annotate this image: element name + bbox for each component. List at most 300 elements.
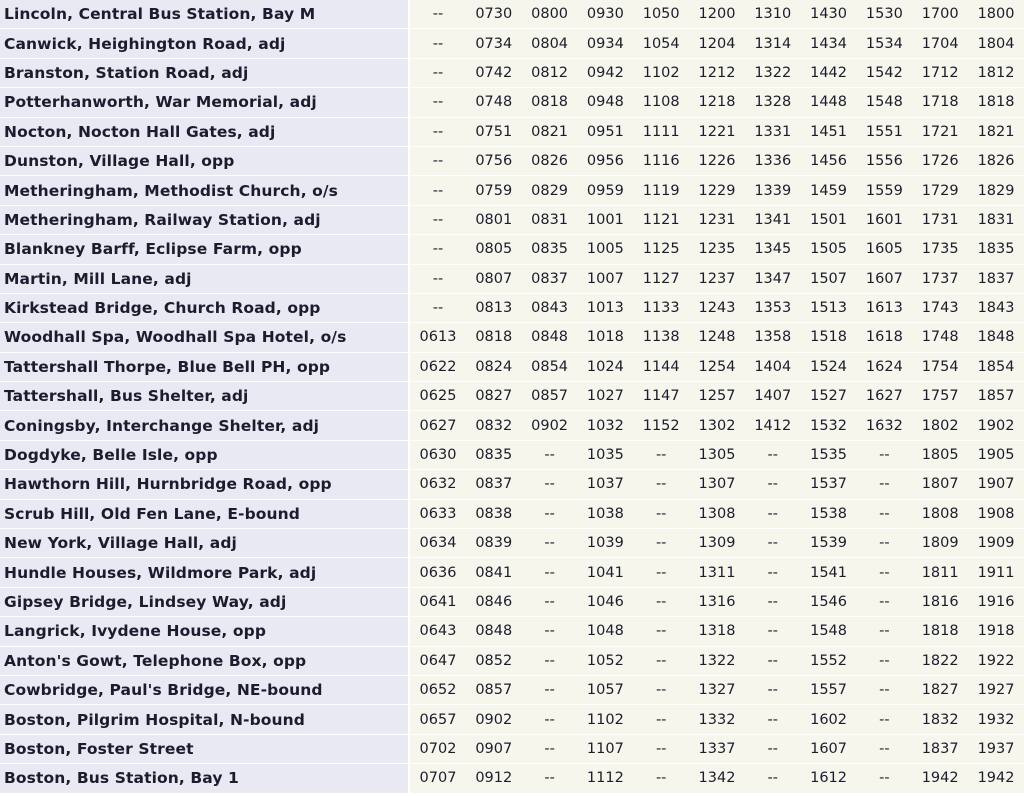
departure-time-cell: 1916	[968, 588, 1024, 617]
departure-time-cell: 0613	[410, 323, 466, 352]
departure-time-cell: 1754	[912, 353, 968, 382]
departure-time-cell: 1112	[577, 764, 633, 793]
table-row	[0, 411, 1024, 440]
departure-time-cell: 1322	[745, 59, 801, 88]
departure-time-cell: --	[522, 441, 578, 470]
departure-time-cell: 1835	[968, 235, 1024, 264]
departure-time-cell: 1248	[689, 323, 745, 352]
departure-time-cell: 0848	[466, 617, 522, 646]
departure-time-cell: 1902	[968, 411, 1024, 440]
departure-time-cell: 1743	[912, 294, 968, 323]
departure-time-cell: 1254	[689, 353, 745, 382]
departure-time-cell: 1513	[801, 294, 857, 323]
departure-time-cell: 1826	[968, 147, 1024, 176]
departure-time-cell: 1237	[689, 265, 745, 294]
departure-time-cell: 0930	[577, 0, 633, 29]
departure-time-cell: 1927	[968, 676, 1024, 705]
departure-time-cell: 1918	[968, 617, 1024, 646]
departure-time-cell: 1542	[856, 59, 912, 88]
departure-time-cell: 0829	[522, 176, 578, 205]
departure-time-cell: 1345	[745, 235, 801, 264]
departure-time-cell: 0657	[410, 705, 466, 734]
departure-time-cell: 0813	[466, 294, 522, 323]
departure-time-cell: 1456	[801, 147, 857, 176]
departure-time-cell: 1726	[912, 147, 968, 176]
departure-time-cell: 0848	[522, 323, 578, 352]
departure-time-cell: 1601	[856, 206, 912, 235]
departure-time-cell: 1857	[968, 382, 1024, 411]
departure-time-cell: 1200	[689, 0, 745, 29]
stop-name: Tattershall Thorpe, Blue Bell PH, opp	[0, 353, 410, 382]
departure-time-cell: --	[633, 735, 689, 764]
departure-time-cell: 1552	[801, 647, 857, 676]
departure-time-cell: --	[856, 441, 912, 470]
departure-time-cell: 1005	[577, 235, 633, 264]
table-row	[0, 323, 1024, 352]
departure-time-cell: 0832	[466, 411, 522, 440]
stop-name: Boston, Bus Station, Bay 1	[0, 764, 410, 793]
departure-time-cell: 1848	[968, 323, 1024, 352]
departure-time-cell: 1551	[856, 118, 912, 147]
departure-time-cell: 0818	[522, 88, 578, 117]
departure-time-cell: 1807	[912, 470, 968, 499]
stop-name: New York, Village Hall, adj	[0, 529, 410, 558]
departure-time-cell: --	[410, 118, 466, 147]
table-row	[0, 88, 1024, 117]
departure-time-cell: 0837	[466, 470, 522, 499]
departure-time-cell: 0838	[466, 500, 522, 529]
departure-time-cell: 1027	[577, 382, 633, 411]
departure-time-cell: --	[410, 0, 466, 29]
departure-time-cell: 1731	[912, 206, 968, 235]
departure-time-cell: --	[633, 647, 689, 676]
departure-time-cell: 1152	[633, 411, 689, 440]
departure-time-cell: --	[633, 441, 689, 470]
departure-time-cell: --	[522, 558, 578, 587]
table-row	[0, 500, 1024, 529]
departure-time-cell: 1054	[633, 29, 689, 58]
departure-time-cell: --	[745, 617, 801, 646]
departure-time-cell: 0652	[410, 676, 466, 705]
departure-time-cell: 1430	[801, 0, 857, 29]
departure-time-cell: --	[745, 647, 801, 676]
departure-time-cell: 1226	[689, 147, 745, 176]
departure-time-cell: 0807	[466, 265, 522, 294]
departure-time-cell: 0804	[522, 29, 578, 58]
departure-time-cell: --	[522, 764, 578, 793]
departure-time-cell: 0633	[410, 500, 466, 529]
departure-time-cell: --	[856, 558, 912, 587]
departure-time-cell: 1041	[577, 558, 633, 587]
stop-name: Hundle Houses, Wildmore Park, adj	[0, 558, 410, 587]
departure-time-cell: --	[522, 588, 578, 617]
departure-time-cell: 1527	[801, 382, 857, 411]
departure-time-cell: 1556	[856, 147, 912, 176]
departure-time-cell: 0843	[522, 294, 578, 323]
departure-time-cell: 1039	[577, 529, 633, 558]
departure-time-cell: 1212	[689, 59, 745, 88]
stop-name: Tattershall, Bus Shelter, adj	[0, 382, 410, 411]
departure-time-cell: 1307	[689, 470, 745, 499]
departure-time-cell: --	[633, 470, 689, 499]
departure-time-cell: 1812	[968, 59, 1024, 88]
departure-time-cell: 1559	[856, 176, 912, 205]
departure-time-cell: 1908	[968, 500, 1024, 529]
departure-time-cell: --	[522, 529, 578, 558]
departure-time-cell: 1816	[912, 588, 968, 617]
departure-time-cell: 1624	[856, 353, 912, 382]
departure-time-cell: 1353	[745, 294, 801, 323]
departure-time-cell: 1535	[801, 441, 857, 470]
departure-time-cell: 1035	[577, 441, 633, 470]
departure-time-cell: 1037	[577, 470, 633, 499]
departure-time-cell: 0854	[522, 353, 578, 382]
departure-time-cell: 1024	[577, 353, 633, 382]
stop-name: Woodhall Spa, Woodhall Spa Hotel, o/s	[0, 323, 410, 352]
table-row	[0, 176, 1024, 205]
departure-time-cell: 0643	[410, 617, 466, 646]
departure-time-cell: 1942	[912, 764, 968, 793]
departure-time-cell: 1337	[689, 735, 745, 764]
departure-time-cell: 0805	[466, 235, 522, 264]
departure-time-cell: 0948	[577, 88, 633, 117]
departure-time-cell: 1805	[912, 441, 968, 470]
departure-time-cell: 0742	[466, 59, 522, 88]
stop-name: Coningsby, Interchange Shelter, adj	[0, 411, 410, 440]
departure-time-cell: --	[522, 617, 578, 646]
departure-time-cell: 1204	[689, 29, 745, 58]
departure-time-cell: 1332	[689, 705, 745, 734]
departure-time-cell: 1305	[689, 441, 745, 470]
departure-time-cell: 0942	[577, 59, 633, 88]
departure-time-cell: 0800	[522, 0, 578, 29]
departure-time-cell: --	[745, 676, 801, 705]
departure-time-cell: 1757	[912, 382, 968, 411]
departure-time-cell: 1341	[745, 206, 801, 235]
departure-time-cell: --	[856, 529, 912, 558]
departure-time-cell: 1748	[912, 323, 968, 352]
departure-time-cell: --	[410, 59, 466, 88]
departure-time-cell: 0857	[466, 676, 522, 705]
departure-time-cell: 0951	[577, 118, 633, 147]
stop-name: Canwick, Heighington Road, adj	[0, 29, 410, 58]
stop-name: Anton's Gowt, Telephone Box, opp	[0, 647, 410, 676]
departure-time-cell: 1932	[968, 705, 1024, 734]
departure-time-cell: 1407	[745, 382, 801, 411]
departure-time-cell: --	[856, 647, 912, 676]
departure-time-cell: 1218	[689, 88, 745, 117]
departure-time-cell: 0841	[466, 558, 522, 587]
departure-time-cell: 1001	[577, 206, 633, 235]
departure-time-cell: 1018	[577, 323, 633, 352]
stop-name: Blankney Barff, Eclipse Farm, opp	[0, 235, 410, 264]
departure-time-cell: 1524	[801, 353, 857, 382]
departure-time-cell: 1632	[856, 411, 912, 440]
departure-time-cell: 1911	[968, 558, 1024, 587]
departure-time-cell: 1127	[633, 265, 689, 294]
departure-time-cell: --	[410, 294, 466, 323]
departure-time-cell: 1243	[689, 294, 745, 323]
departure-time-cell: --	[633, 764, 689, 793]
stop-name: Cowbridge, Paul's Bridge, NE-bound	[0, 676, 410, 705]
departure-time-cell: 0730	[466, 0, 522, 29]
table-row	[0, 764, 1024, 793]
stop-name: Lincoln, Central Bus Station, Bay M	[0, 0, 410, 29]
departure-time-cell: --	[745, 735, 801, 764]
departure-time-cell: 1811	[912, 558, 968, 587]
departure-time-cell: 0759	[466, 176, 522, 205]
departure-time-cell: 1537	[801, 470, 857, 499]
departure-time-cell: 1818	[912, 617, 968, 646]
departure-time-cell: --	[745, 558, 801, 587]
departure-time-cell: --	[522, 735, 578, 764]
stop-name: Potterhanworth, War Memorial, adj	[0, 88, 410, 117]
departure-time-cell: 1336	[745, 147, 801, 176]
departure-time-cell: 0801	[466, 206, 522, 235]
departure-time-cell: 1538	[801, 500, 857, 529]
departure-time-cell: 1804	[968, 29, 1024, 58]
departure-time-cell: 0632	[410, 470, 466, 499]
stop-name: Boston, Pilgrim Hospital, N-bound	[0, 705, 410, 734]
stop-name: Nocton, Nocton Hall Gates, adj	[0, 118, 410, 147]
departure-time-cell: --	[745, 441, 801, 470]
departure-time-cell: 1712	[912, 59, 968, 88]
departure-time-cell: 1147	[633, 382, 689, 411]
table-row	[0, 558, 1024, 587]
departure-time-cell: 1718	[912, 88, 968, 117]
departure-time-cell: 1318	[689, 617, 745, 646]
table-row	[0, 470, 1024, 499]
departure-time-cell: 1831	[968, 206, 1024, 235]
departure-time-cell: 0902	[466, 705, 522, 734]
departure-time-cell: 1339	[745, 176, 801, 205]
departure-time-cell: 1102	[577, 705, 633, 734]
departure-time-cell: 1602	[801, 705, 857, 734]
departure-time-cell: 1302	[689, 411, 745, 440]
departure-time-cell: 1505	[801, 235, 857, 264]
departure-time-cell: --	[856, 470, 912, 499]
departure-time-cell: --	[633, 500, 689, 529]
departure-time-cell: --	[633, 676, 689, 705]
departure-time-cell: 0902	[522, 411, 578, 440]
departure-time-cell: 1612	[801, 764, 857, 793]
departure-time-cell: 1257	[689, 382, 745, 411]
departure-time-cell: 1905	[968, 441, 1024, 470]
departure-time-cell: 1229	[689, 176, 745, 205]
table-row	[0, 206, 1024, 235]
departure-time-cell: 1541	[801, 558, 857, 587]
departure-time-cell: 1116	[633, 147, 689, 176]
departure-time-cell: --	[745, 500, 801, 529]
stop-name: Hawthorn Hill, Hurnbridge Road, opp	[0, 470, 410, 499]
departure-time-cell: --	[633, 617, 689, 646]
departure-time-cell: 1735	[912, 235, 968, 264]
departure-time-cell: 1843	[968, 294, 1024, 323]
departure-time-cell: 1057	[577, 676, 633, 705]
departure-time-cell: 0627	[410, 411, 466, 440]
departure-time-cell: 0852	[466, 647, 522, 676]
departure-time-cell: 0912	[466, 764, 522, 793]
departure-time-cell: 1532	[801, 411, 857, 440]
departure-time-cell: --	[410, 147, 466, 176]
departure-time-cell: --	[633, 705, 689, 734]
departure-time-cell: 1038	[577, 500, 633, 529]
departure-time-cell: --	[856, 500, 912, 529]
departure-time-cell: 1046	[577, 588, 633, 617]
departure-time-cell: 1102	[633, 59, 689, 88]
departure-time-cell: 0751	[466, 118, 522, 147]
departure-time-cell: --	[410, 265, 466, 294]
departure-time-cell: 1737	[912, 265, 968, 294]
departure-time-cell: 1808	[912, 500, 968, 529]
departure-time-cell: 1347	[745, 265, 801, 294]
departure-time-cell: --	[745, 764, 801, 793]
departure-time-cell: 1327	[689, 676, 745, 705]
table-row	[0, 441, 1024, 470]
departure-time-cell: 0647	[410, 647, 466, 676]
table-row	[0, 647, 1024, 676]
departure-time-cell: --	[522, 647, 578, 676]
departure-time-cell: 1800	[968, 0, 1024, 29]
departure-time-cell: 1854	[968, 353, 1024, 382]
departure-time-cell: --	[410, 176, 466, 205]
departure-time-cell: 0821	[522, 118, 578, 147]
departure-time-cell: 1050	[633, 0, 689, 29]
departure-time-cell: 1013	[577, 294, 633, 323]
departure-time-cell: 0702	[410, 735, 466, 764]
departure-time-cell: 1548	[856, 88, 912, 117]
departure-time-cell: 1546	[801, 588, 857, 617]
departure-time-cell: --	[856, 676, 912, 705]
departure-time-cell: 1125	[633, 235, 689, 264]
departure-time-cell: 1007	[577, 265, 633, 294]
departure-time-cell: 0630	[410, 441, 466, 470]
departure-time-cell: 0636	[410, 558, 466, 587]
departure-time-cell: 1557	[801, 676, 857, 705]
departure-time-cell: 0748	[466, 88, 522, 117]
stop-name: Metheringham, Railway Station, adj	[0, 206, 410, 235]
table-row	[0, 147, 1024, 176]
departure-time-cell: 1235	[689, 235, 745, 264]
departure-time-cell: 0827	[466, 382, 522, 411]
departure-time-cell: 1802	[912, 411, 968, 440]
departure-time-cell: 1448	[801, 88, 857, 117]
departure-time-cell: 0818	[466, 323, 522, 352]
departure-time-cell: 1518	[801, 323, 857, 352]
departure-time-cell: 1821	[968, 118, 1024, 147]
departure-time-cell: 1829	[968, 176, 1024, 205]
departure-time-cell: 1221	[689, 118, 745, 147]
departure-time-cell: 1412	[745, 411, 801, 440]
table-row	[0, 353, 1024, 382]
departure-time-cell: 0956	[577, 147, 633, 176]
departure-time-cell: 1048	[577, 617, 633, 646]
departure-time-cell: 1704	[912, 29, 968, 58]
departure-time-cell: 1909	[968, 529, 1024, 558]
table-row	[0, 382, 1024, 411]
table-row	[0, 265, 1024, 294]
departure-time-cell: 1618	[856, 323, 912, 352]
departure-time-cell: --	[633, 558, 689, 587]
departure-time-cell: 1534	[856, 29, 912, 58]
table-row	[0, 617, 1024, 646]
departure-time-cell: 1627	[856, 382, 912, 411]
departure-time-cell: 0846	[466, 588, 522, 617]
table-row	[0, 294, 1024, 323]
departure-time-cell: 1827	[912, 676, 968, 705]
departure-time-cell: 1818	[968, 88, 1024, 117]
departure-time-cell: 0837	[522, 265, 578, 294]
departure-time-cell: 1311	[689, 558, 745, 587]
departure-time-cell: 1144	[633, 353, 689, 382]
departure-time-cell: 0907	[466, 735, 522, 764]
departure-time-cell: 1121	[633, 206, 689, 235]
departure-time-cell: --	[633, 588, 689, 617]
departure-time-cell: 1729	[912, 176, 968, 205]
departure-time-cell: 1605	[856, 235, 912, 264]
departure-time-cell: 1822	[912, 647, 968, 676]
departure-time-cell: --	[522, 500, 578, 529]
departure-time-cell: 1358	[745, 323, 801, 352]
departure-time-cell: 0622	[410, 353, 466, 382]
stop-name: Boston, Foster Street	[0, 735, 410, 764]
table-row	[0, 235, 1024, 264]
departure-time-cell: 1310	[745, 0, 801, 29]
departure-time-cell: 1937	[968, 735, 1024, 764]
departure-time-cell: 1231	[689, 206, 745, 235]
departure-time-cell: 1111	[633, 118, 689, 147]
departure-time-cell: 1331	[745, 118, 801, 147]
departure-time-cell: 1328	[745, 88, 801, 117]
departure-time-cell: 1700	[912, 0, 968, 29]
departure-time-cell: --	[856, 705, 912, 734]
departure-time-cell: --	[745, 529, 801, 558]
departure-time-cell: 1942	[968, 764, 1024, 793]
departure-time-cell: 0835	[522, 235, 578, 264]
departure-time-cell: 1907	[968, 470, 1024, 499]
departure-time-cell: 1607	[856, 265, 912, 294]
departure-time-cell: --	[410, 88, 466, 117]
stop-name: Branston, Station Road, adj	[0, 59, 410, 88]
departure-time-cell: 1539	[801, 529, 857, 558]
stop-name: Martin, Mill Lane, adj	[0, 265, 410, 294]
departure-time-cell: 1308	[689, 500, 745, 529]
departure-time-cell: 0959	[577, 176, 633, 205]
departure-time-cell: 1314	[745, 29, 801, 58]
departure-time-cell: 0839	[466, 529, 522, 558]
departure-time-cell: 1322	[689, 647, 745, 676]
departure-time-cell: 1459	[801, 176, 857, 205]
departure-time-cell: --	[856, 735, 912, 764]
departure-time-cell: 1316	[689, 588, 745, 617]
stop-name: Dogdyke, Belle Isle, opp	[0, 441, 410, 470]
departure-time-cell: 1309	[689, 529, 745, 558]
departure-time-cell: 0857	[522, 382, 578, 411]
departure-time-cell: 0835	[466, 441, 522, 470]
table-row	[0, 588, 1024, 617]
table-row	[0, 29, 1024, 58]
stop-name: Dunston, Village Hall, opp	[0, 147, 410, 176]
departure-time-cell: 1108	[633, 88, 689, 117]
departure-time-cell: 0641	[410, 588, 466, 617]
departure-time-cell: 1138	[633, 323, 689, 352]
table-row	[0, 705, 1024, 734]
stop-name: Scrub Hill, Old Fen Lane, E-bound	[0, 500, 410, 529]
departure-time-cell: --	[856, 764, 912, 793]
departure-time-cell: --	[856, 617, 912, 646]
departure-time-cell: 1404	[745, 353, 801, 382]
departure-time-cell: 0812	[522, 59, 578, 88]
